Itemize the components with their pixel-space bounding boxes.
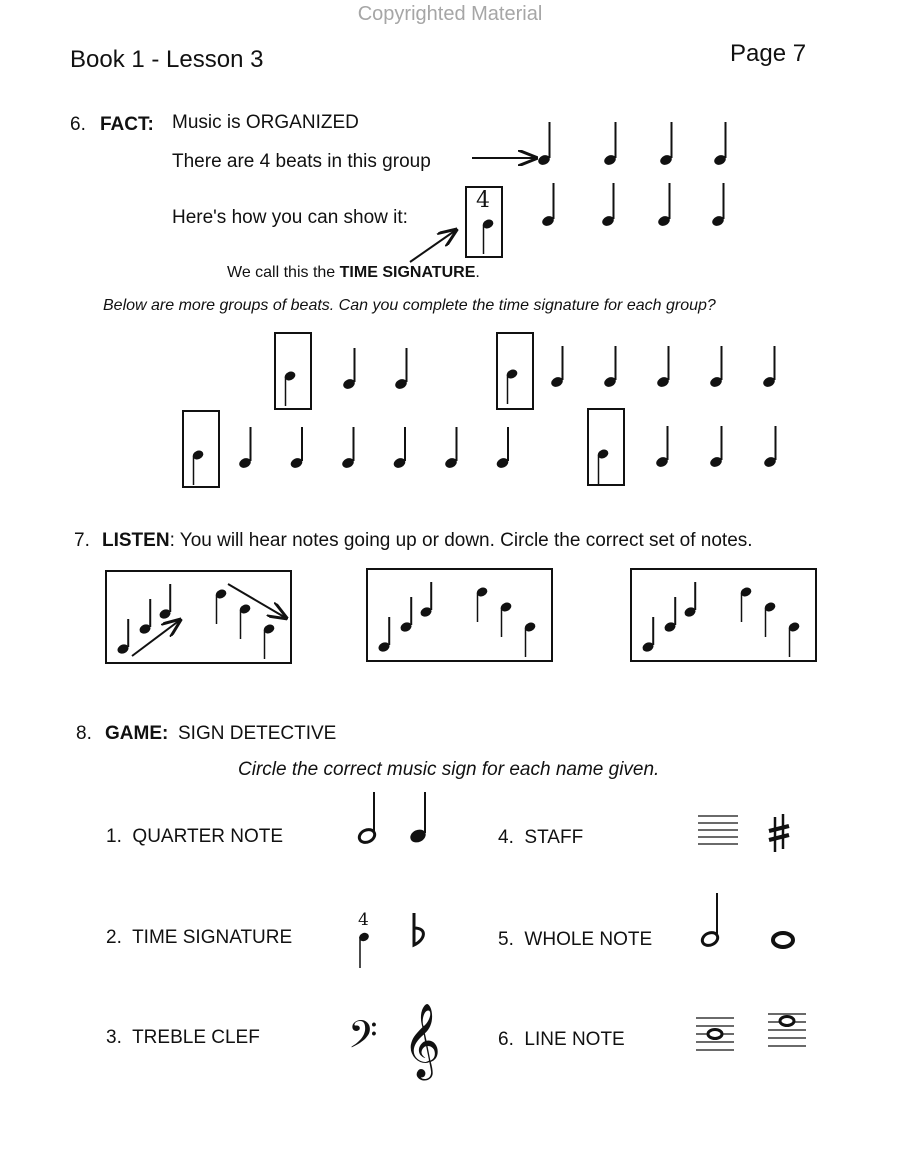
group-3-beat-1 [238, 427, 253, 470]
item-2-name: TIME SIGNATURE [132, 927, 293, 948]
bass-clef-icon[interactable] [348, 1012, 378, 1066]
listen-arrow-up [132, 620, 180, 656]
section-7-heading: LISTEN [102, 530, 170, 551]
caption-bold: TIME SIGNATURE [339, 264, 476, 281]
item-5-name: WHOLE NOTE [524, 929, 653, 950]
half-note-icon[interactable] [357, 792, 377, 845]
group-3-box-note [191, 449, 205, 485]
signature-row-beat-3 [657, 183, 672, 228]
listen-set-3-down-note-3 [787, 621, 801, 657]
item-2-num: 2. [106, 927, 122, 948]
group-2-beat-5 [762, 346, 777, 389]
section-8-heading: GAME: [105, 723, 169, 744]
listen-set-1-note-3 [158, 584, 172, 620]
group-3-beat-4 [392, 427, 407, 470]
group-4-beat-1 [655, 426, 670, 469]
section-8-title: SIGN DETECTIVE [178, 723, 337, 744]
listen-set-3-note-3 [683, 582, 697, 618]
staff-icon[interactable] [698, 816, 738, 844]
listen-set-2-note-3 [419, 582, 433, 618]
listen-set-3-note-2 [663, 597, 677, 633]
beats-text: There are 4 beats in this group [172, 151, 431, 172]
listen-arrow-down [228, 584, 286, 618]
item-4-num: 4. [498, 827, 514, 848]
listen-set-3-down-note-1 [739, 586, 753, 622]
group-1-box-note [283, 370, 297, 406]
notes-layer [116, 122, 801, 659]
treble-clef-icon[interactable] [403, 1004, 441, 1081]
section-8-number: 8. [76, 723, 92, 744]
section-6-heading: FACT: [100, 114, 154, 135]
caption-text: We call this the [227, 264, 336, 281]
section-8-instruction: Circle the correct music sign for each name given. [238, 759, 660, 780]
signature-row-beat-1 [541, 183, 556, 228]
watermark: Copyrighted Material [357, 3, 543, 25]
whole-note-icon[interactable] [773, 933, 793, 947]
listen-set-2-down-note-1 [475, 586, 489, 622]
time-signature-icon[interactable] [358, 910, 370, 968]
space-note-on-staff-icon[interactable] [696, 1018, 734, 1050]
line-note-on-staff-icon[interactable] [768, 1014, 806, 1046]
example-beat-1 [537, 122, 552, 167]
group-2-beat-1 [550, 346, 565, 389]
time-signature-icon-top: 4 [358, 910, 369, 930]
sharp-sign-icon[interactable] [769, 814, 789, 852]
group-2-box-note [505, 368, 519, 404]
listen-set-1-note-1 [116, 619, 130, 655]
group-3-beat-2 [289, 427, 304, 470]
group-3-beat-5 [444, 427, 459, 470]
group-1-beat-1 [342, 348, 357, 391]
listen-set-1-down-note-3 [262, 623, 276, 659]
half-note-icon-2[interactable] [700, 893, 720, 948]
page-title: Book 1 - Lesson 3 [70, 46, 264, 73]
group-4-box-note [596, 448, 610, 484]
flat-sign-icon[interactable] [414, 913, 423, 945]
time-signature-top: 4 [476, 188, 490, 213]
group-2-beat-4 [709, 346, 724, 389]
section-6-number: 6. [70, 114, 86, 135]
signature-row-beat-4 [711, 183, 726, 228]
group-4-beat-3 [763, 426, 778, 469]
show-text: Here's how you can show it: [172, 207, 408, 228]
signature-row-beat-2 [601, 183, 616, 228]
section-7-body: : You will hear notes going up or down. Circle the correct set of notes. [169, 530, 753, 551]
example-beat-3 [659, 122, 674, 167]
listen-set-3-down-note-2 [763, 601, 777, 637]
item-1-name: QUARTER NOTE [132, 826, 284, 847]
listen-set-1-down-note-2 [238, 603, 252, 639]
listen-set-2-down-note-3 [523, 621, 537, 657]
item-6-num: 6. [498, 1029, 514, 1050]
example-beat-2 [603, 122, 618, 167]
arrow-to-time-signature [410, 230, 456, 262]
time-signature-note [481, 218, 495, 254]
group-3-beat-6 [495, 427, 510, 470]
quarter-note-icon[interactable] [408, 792, 428, 845]
group-2-beat-3 [656, 346, 671, 389]
group-3-beat-3 [341, 427, 356, 470]
svg-text:𝄞: 𝄞 [403, 1004, 441, 1078]
section-7-number: 7. [74, 530, 90, 551]
listen-set-3-note-1 [641, 617, 655, 653]
svg-text:𝄢: 𝄢 [348, 1012, 378, 1066]
item-1-num: 1. [106, 826, 122, 847]
listen-set-2-note-2 [399, 597, 413, 633]
fact-text: Music is ORGANIZED [172, 112, 359, 133]
item-4-name: STAFF [524, 827, 584, 848]
example-beat-4 [713, 122, 728, 167]
group-2-beat-2 [603, 346, 618, 389]
caption-end: . [475, 264, 480, 281]
item-3-name: TREBLE CLEF [132, 1027, 260, 1048]
section-6-instruction: Below are more groups of beats. Can you complete the time signature for each group? [103, 297, 716, 314]
item-6-name: LINE NOTE [524, 1029, 625, 1050]
page-number: Page 7 [730, 40, 807, 67]
group-1-beat-2 [394, 348, 409, 391]
item-5-num: 5. [498, 929, 514, 950]
listen-set-1-down-note-1 [214, 588, 228, 624]
listen-set-1-note-2 [138, 599, 152, 635]
listen-set-2-down-note-2 [499, 601, 513, 637]
listen-set-2-note-1 [377, 617, 391, 653]
item-3-num: 3. [106, 1027, 122, 1048]
group-4-beat-2 [709, 426, 724, 469]
